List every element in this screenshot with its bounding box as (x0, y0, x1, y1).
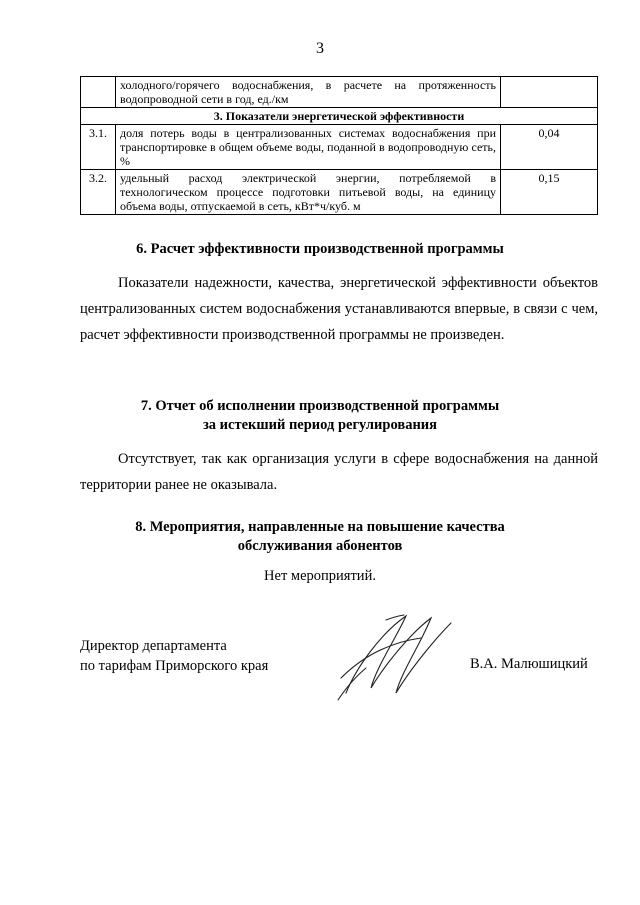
indicators-table (80, 76, 598, 215)
section6-title: 6. Расчет эффективности производственной программы (136, 241, 504, 257)
section8-title-line2: обслуживания абонентов (237, 538, 403, 554)
table-section-title: 3. Показатели энергетической эффективности (81, 108, 598, 125)
row-number (81, 77, 116, 108)
signatory-name: В.А. Малюшицкий (470, 656, 588, 672)
section7-title-line1: 7. Отчет об исполнении производственной программы (140, 398, 500, 414)
page-number: 3 (316, 40, 324, 57)
row-description: холодного/горячего водоснабжения, в расчете на протяженность водопроводной сети в год, ед./км (116, 77, 501, 108)
table-row (81, 170, 598, 215)
table-row (81, 77, 598, 108)
row-value: 0,15 (501, 170, 598, 215)
row-description: доля потерь воды в централизованных системах водоснабжения при транспортировке в общем объеме воды, поданной в водопроводную сеть, % (116, 125, 501, 170)
row-value (501, 77, 598, 108)
position-line2: по тарифам Приморского края (80, 658, 269, 674)
section6-text: Показатели надежности, качества, энергетической эффективности объектов централизованных систем водоснабжения устанавливаются впервые, в связи с чем, расчет эффективности производственной программы не произведен. (80, 275, 598, 343)
row-number: 3.1. (81, 125, 116, 170)
row-value: 0,04 (501, 125, 598, 170)
row-number: 3.2. (81, 170, 116, 215)
section7-title-line2: за истекший период регулирования (202, 417, 438, 433)
row-description: удельный расход электрической энергии, потребляемой в технологическом процессе подготовки питьевой воды, на единицу объема воды, отпускаемой в сеть, кВт*ч/куб. м (116, 170, 501, 215)
signatory-position (80, 636, 268, 676)
section8-text: Нет мероприятий. (264, 568, 376, 584)
table-section-row (81, 108, 598, 125)
section7-text: Отсутствует, так как организация услуги в сфере водоснабжения на данной территории ранее не оказывала. (80, 451, 598, 493)
table-row (81, 125, 598, 170)
handwritten-signature (326, 608, 466, 708)
section8-title-line1: 8. Мероприятия, направленные на повышение качества (135, 519, 505, 535)
position-line1: Директор департамента (80, 638, 227, 654)
